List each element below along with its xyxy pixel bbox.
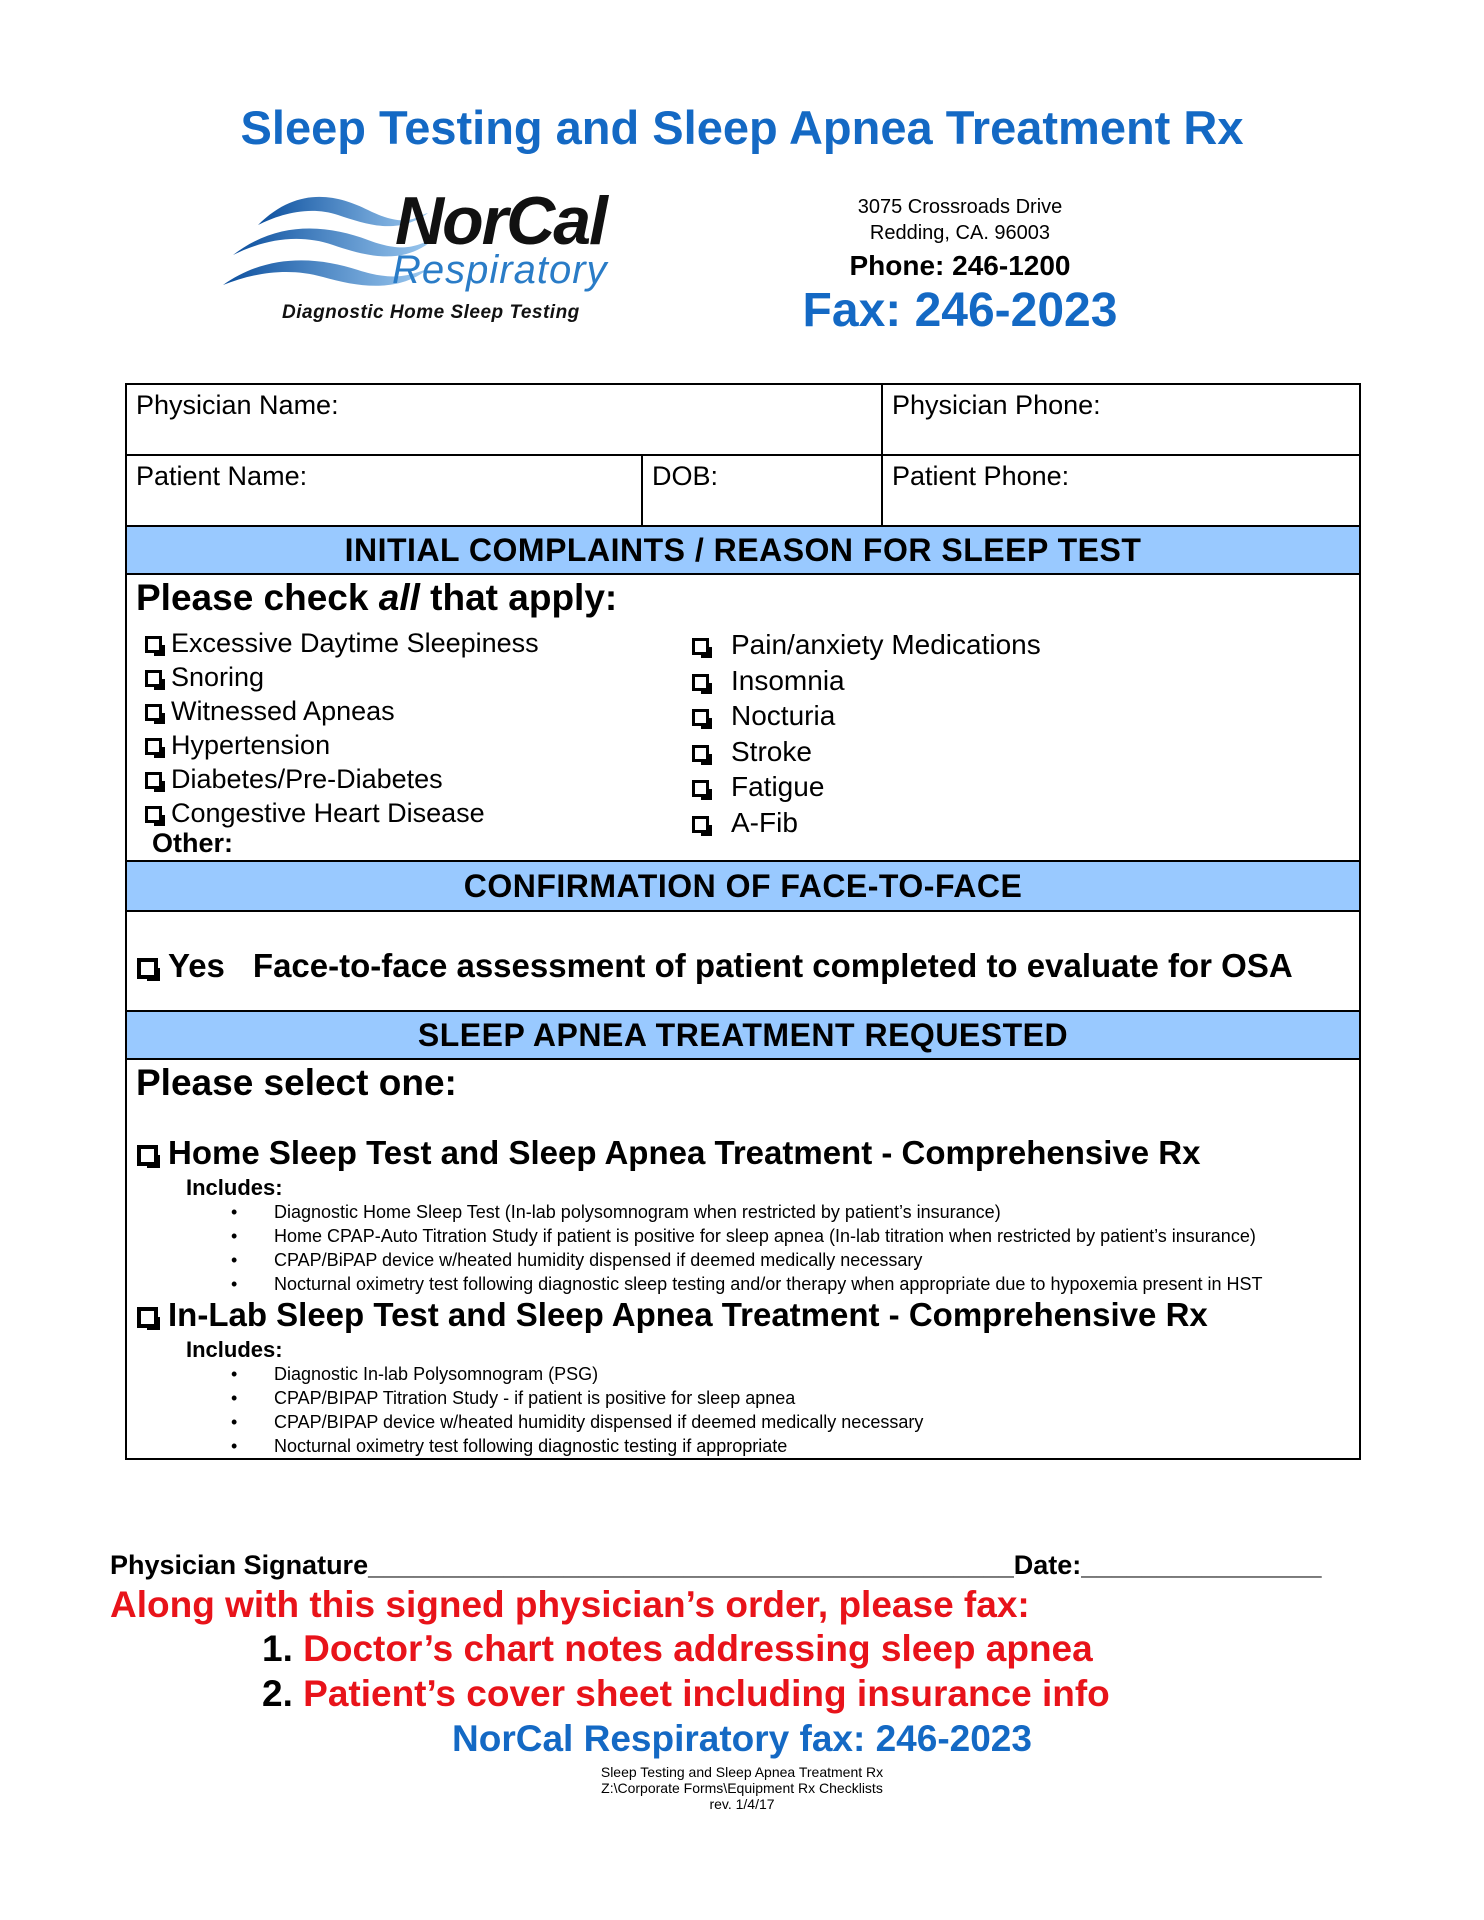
instruction-item-1: 1. Doctor’s chart notes addressing sleep apnea — [262, 1628, 1093, 1669]
checkbox-icon[interactable] — [692, 709, 709, 726]
checkbox-icon[interactable] — [692, 638, 709, 655]
address-block — [780, 194, 1140, 338]
checkbox-icon[interactable] — [145, 772, 162, 789]
physician-name-field[interactable]: Physician Name: — [136, 390, 339, 420]
option2-includes-label: Includes: — [186, 1337, 283, 1362]
page-title: Sleep Testing and Sleep Apnea Treatment Rx — [240, 101, 1244, 154]
order-form — [125, 383, 1361, 1460]
option-in-lab-sleep-test[interactable]: In-Lab Sleep Test and Sleep Apnea Treatment - Comprehensive Rx — [137, 1296, 1208, 1334]
fax-number: Fax: 246-2023 — [802, 284, 1118, 337]
complaint-item[interactable]: Snoring — [145, 660, 539, 694]
patient-row — [127, 456, 1359, 527]
complaint-item[interactable]: A-Fib — [692, 805, 1041, 841]
checkbox-icon[interactable] — [145, 670, 162, 687]
list-item: • Diagnostic In-lab Polysomnogram (PSG) — [207, 1362, 923, 1386]
complaint-item[interactable]: Fatigue — [692, 769, 1041, 805]
face-to-face-option[interactable]: Yes Face-to-face assessment of patient completed to evaluate for OSA — [137, 947, 1293, 985]
complaint-item[interactable]: Diabetes/Pre-Diabetes — [145, 762, 539, 796]
complaint-item[interactable]: Pain/anxiety Medications — [692, 627, 1041, 663]
complaint-item[interactable]: Stroke — [692, 734, 1041, 770]
complaints-right-column — [692, 627, 1041, 840]
logo-tagline: Diagnostic Home Sleep Testing — [282, 302, 580, 323]
list-item: • Home CPAP-Auto Titration Study if patient is positive for sleep apnea (In-lab titration when restricted by patient’s insurance) — [207, 1224, 1263, 1248]
checkbox-icon[interactable] — [692, 780, 709, 797]
complaints-section — [127, 575, 1359, 862]
checkbox-icon[interactable] — [137, 1307, 158, 1328]
section-header-face-to-face: CONFIRMATION OF FACE-TO-FACE — [127, 862, 1359, 912]
section-header-complaints: INITIAL COMPLAINTS / REASON FOR SLEEP TEST — [127, 527, 1359, 575]
checkbox-icon[interactable] — [145, 636, 162, 653]
list-item: • Nocturnal oximetry test following diagnostic sleep testing and/or therapy when appropriate due to hypoxemia present in HST — [207, 1272, 1263, 1296]
select-one-title: Please select one: — [136, 1062, 457, 1103]
complaint-item[interactable]: Excessive Daytime Sleepiness — [145, 626, 539, 660]
face-to-face-section — [127, 912, 1359, 1012]
checkbox-icon[interactable] — [145, 738, 162, 755]
signature-date-line[interactable]: Physician Signature___________________________________________Date:________________ — [110, 1550, 1322, 1580]
checkbox-icon[interactable] — [145, 704, 162, 721]
check-all-title: Please check all that apply: — [136, 577, 618, 618]
fax-instructions-heading: Along with this signed physician’s order, please fax: — [110, 1584, 1030, 1625]
patient-name-field[interactable]: Patient Name: — [136, 461, 308, 491]
complaint-item[interactable]: Insomnia — [692, 663, 1041, 699]
treatment-section — [127, 1060, 1359, 1458]
checkbox-icon[interactable] — [692, 745, 709, 762]
checkbox-icon[interactable] — [145, 806, 162, 823]
footer-line: rev. 1/4/17 — [709, 1796, 775, 1812]
dob-field[interactable]: DOB: — [641, 456, 881, 525]
physician-phone-field[interactable]: Physician Phone: — [881, 385, 1359, 454]
physician-row — [127, 385, 1359, 456]
complaint-item[interactable]: Hypertension — [145, 728, 539, 762]
footer-line: Sleep Testing and Sleep Apnea Treatment Rx — [600, 1764, 884, 1780]
document-footer — [0, 1764, 1484, 1812]
checkbox-icon[interactable] — [692, 674, 709, 691]
other-field[interactable]: Other: — [152, 828, 233, 858]
list-item: • Nocturnal oximetry test following diagnostic testing if appropriate — [207, 1434, 923, 1458]
logo-name: NorCal — [395, 183, 606, 259]
option1-includes-list — [207, 1200, 1263, 1296]
complaints-left-column — [145, 626, 539, 830]
complaint-item[interactable]: Congestive Heart Disease — [145, 796, 539, 830]
checkbox-icon[interactable] — [137, 1145, 158, 1166]
complaint-item[interactable]: Witnessed Apneas — [145, 694, 539, 728]
checkbox-icon[interactable] — [692, 816, 709, 833]
option1-includes-label: Includes: — [186, 1175, 283, 1200]
norcal-fax-line: NorCal Respiratory fax: 246-2023 — [452, 1718, 1032, 1759]
logo-subtitle: Respiratory — [392, 248, 608, 292]
list-item: • CPAP/BIPAP Titration Study - if patient is positive for sleep apnea — [207, 1386, 923, 1410]
phone-number: Phone: 246-1200 — [849, 250, 1071, 281]
section-header-treatment: SLEEP APNEA TREATMENT REQUESTED — [127, 1012, 1359, 1060]
list-item: • CPAP/BIPAP device w/heated humidity dispensed if deemed medically necessary — [207, 1410, 923, 1434]
complaint-item[interactable]: Nocturia — [692, 698, 1041, 734]
option2-includes-list — [207, 1362, 923, 1458]
list-item: • Diagnostic Home Sleep Test (In-lab polysomnogram when restricted by patient’s insurance) — [207, 1200, 1263, 1224]
checkbox-icon[interactable] — [137, 958, 158, 979]
instruction-item-2: 2. Patient’s cover sheet including insurance info — [262, 1673, 1110, 1714]
address-line1: 3075 Crossroads Drive — [857, 196, 1063, 218]
option-home-sleep-test[interactable]: Home Sleep Test and Sleep Apnea Treatment - Comprehensive Rx — [137, 1134, 1200, 1172]
address-line2: Redding, CA. 96003 — [869, 222, 1051, 244]
patient-phone-field[interactable]: Patient Phone: — [881, 456, 1359, 525]
list-item: • CPAP/BiPAP device w/heated humidity dispensed if deemed medically necessary — [207, 1248, 1263, 1272]
footer-line: Z:\Corporate Forms\Equipment Rx Checklists — [601, 1780, 883, 1796]
